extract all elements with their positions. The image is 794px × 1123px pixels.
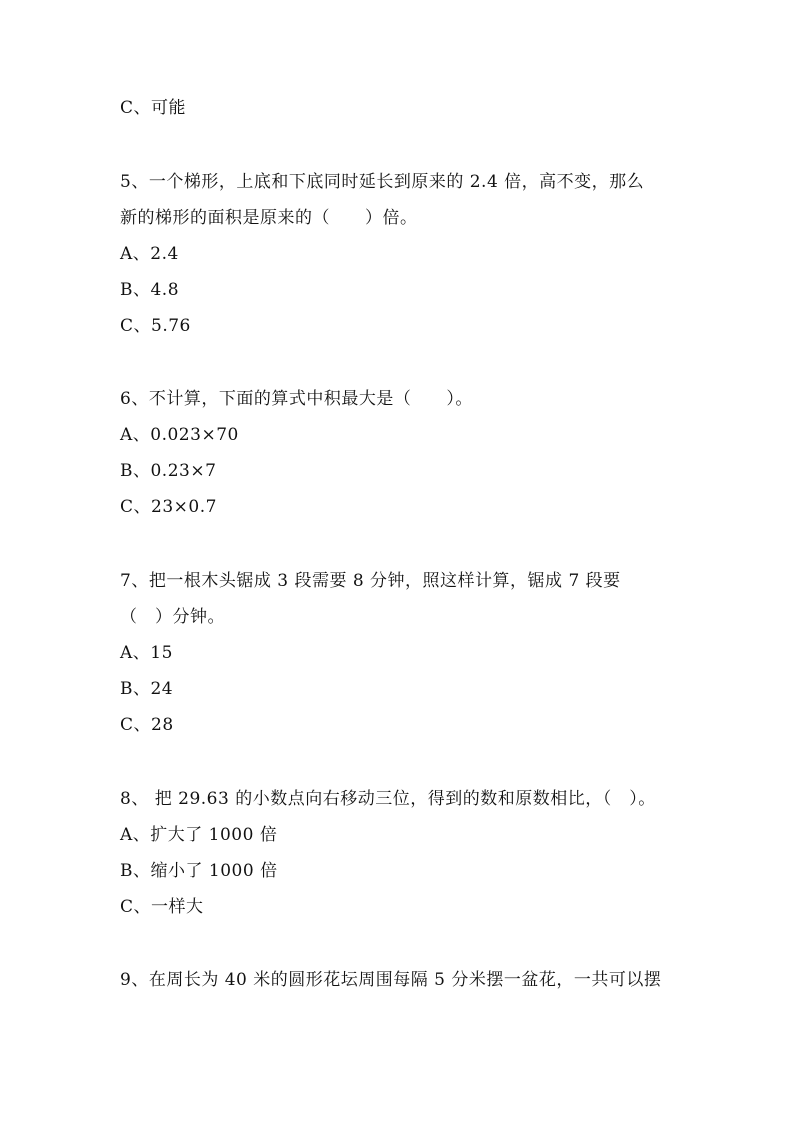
- q8-question: 8、 把 29.63 的小数点向右移动三位，得到的数和原数相比，（ ）。: [120, 789, 656, 809]
- q8-option-b: B、缩小了 1000 倍: [120, 861, 278, 881]
- q9-question-line-1: 9、在周长为 40 米的圆形花坛周围每隔 5 分米摆一盆花，一共可以摆: [120, 970, 662, 990]
- q7-option-a: A、15: [120, 643, 173, 663]
- q8-option-a: A、扩大了 1000 倍: [120, 825, 278, 845]
- q5-question-line-2: 新的梯形的面积是原来的（ ）倍。: [120, 208, 418, 228]
- q6-option-c: C、23×0.7: [120, 497, 217, 517]
- q7-question-line-2: （ ）分钟。: [120, 607, 225, 627]
- q7-option-c: C、28: [120, 715, 174, 735]
- q5-option-a: A、2.4: [120, 244, 179, 264]
- q6-option-b: B、0.23×7: [120, 461, 217, 481]
- q8-option-c: C、一样大: [120, 897, 204, 917]
- q6-question: 6、不计算，下面的算式中积最大是（ ）。: [120, 389, 473, 409]
- q7-option-b: B、24: [120, 679, 174, 699]
- q7-question-line-1: 7、把一根木头锯成 3 段需要 8 分钟，照这样计算，锯成 7 段要: [120, 571, 621, 591]
- q5-question-line-1: 5、一个梯形，上底和下底同时延长到原来的 2.4 倍，高不变，那么: [120, 172, 645, 192]
- q4-option-c: C、可能: [120, 98, 187, 118]
- q6-option-a: A、0.023×70: [120, 425, 239, 445]
- q5-option-c: C、5.76: [120, 316, 191, 336]
- q5-option-b: B、4.8: [120, 280, 180, 300]
